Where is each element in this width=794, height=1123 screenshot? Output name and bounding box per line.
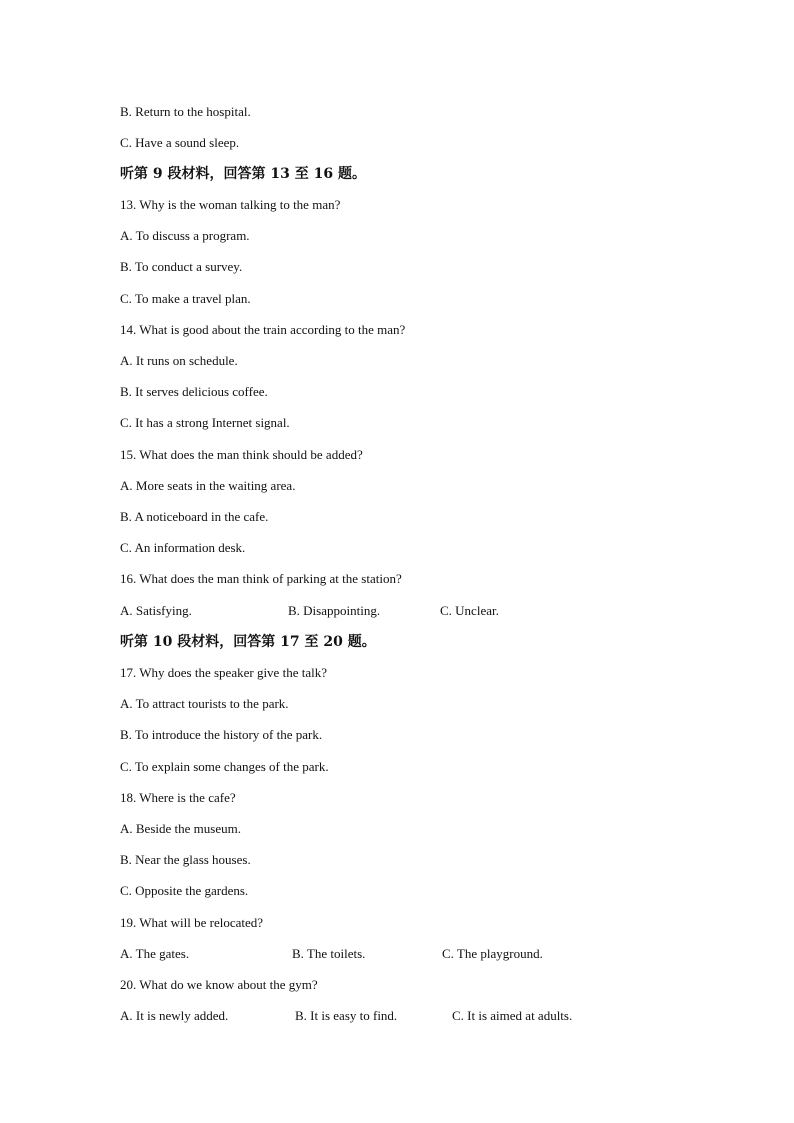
option-17a: A. To attract tourists to the park. [120, 696, 289, 711]
option-17c: C. To explain some changes of the park. [120, 759, 329, 774]
option-16b: B. Disappointing. [288, 603, 381, 618]
question-20: 20. What do we know about the gym? [120, 977, 318, 992]
section-heading-9: 听第 9 段材料，回答第 13 至 16 题。 [120, 166, 366, 182]
option-13c: C. To make a travel plan. [120, 291, 251, 306]
option-15c: C. An information desk. [120, 540, 246, 555]
question-13: 13. Why is the woman talking to the man? [120, 197, 341, 212]
question-14: 14. What is good about the train according to the man? [120, 322, 406, 337]
question-18: 18. Where is the cafe? [120, 790, 236, 805]
question-15: 15. What does the man think should be added? [120, 447, 363, 462]
option-16c: C. Unclear. [440, 603, 499, 618]
option-20a: A. It is newly added. [120, 1008, 229, 1023]
option-13b: B. To conduct a survey. [120, 259, 243, 274]
option-14c: C. It has a strong Internet signal. [120, 415, 290, 430]
option-19b: B. The toilets. [292, 946, 366, 961]
option-12c: C. Have a sound sleep. [120, 135, 240, 150]
option-19a: A. The gates. [120, 946, 190, 961]
option-16a: A. Satisfying. [120, 603, 192, 618]
option-18a: A. Beside the museum. [120, 821, 241, 836]
option-12b: B. Return to the hospital. [120, 104, 251, 119]
question-19: 19. What will be relocated? [120, 915, 264, 930]
option-14b: B. It serves delicious coffee. [120, 384, 268, 399]
options-row-16 [120, 603, 680, 619]
question-16: 16. What does the man think of parking at the station? [120, 571, 402, 586]
option-15a: A. More seats in the waiting area. [120, 478, 296, 493]
option-19c: C. The playground. [442, 946, 543, 961]
option-20c: C. It is aimed at adults. [452, 1008, 573, 1023]
option-18c: C. Opposite the gardens. [120, 883, 249, 898]
option-14a: A. It runs on schedule. [120, 353, 238, 368]
option-18b: B. Near the glass houses. [120, 852, 251, 867]
question-17: 17. Why does the speaker give the talk? [120, 665, 327, 680]
options-row-20 [120, 1008, 680, 1024]
option-20b: B. It is easy to find. [295, 1008, 398, 1023]
option-13a: A. To discuss a program. [120, 228, 250, 243]
section-heading-10: 听第 10 段材料，回答第 17 至 20 题。 [120, 634, 376, 650]
options-row-19 [120, 946, 680, 962]
option-15b: B. A noticeboard in the cafe. [120, 509, 269, 524]
option-17b: B. To introduce the history of the park. [120, 727, 323, 742]
